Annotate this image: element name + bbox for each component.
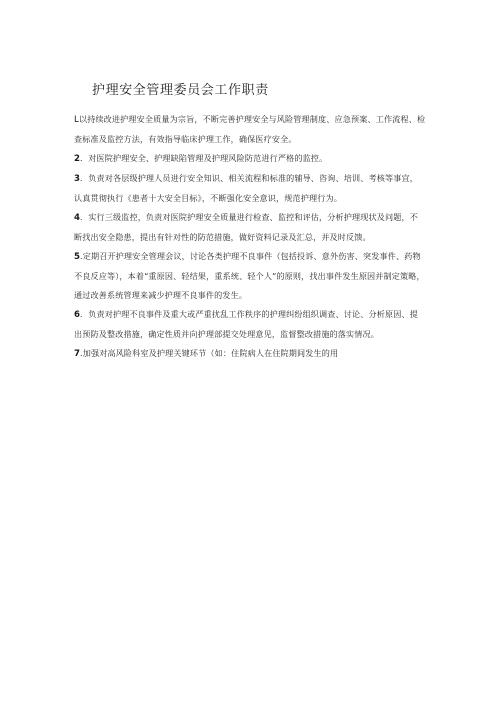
paragraph-2 [74,149,426,169]
document-body [74,110,426,364]
paragraph-4 [74,208,426,247]
paragraph-text: .定期召开护理安全管理会议，讨论各类护理不良事件（包括投诉、意外伤害、突发事件、药物不良反应等），本着“重原因、轻结果，重系统、轻个人”的原则，找出事件发生原因并制定策略，通过改善系统管理来减少护理不良事件的发生。 [74,251,425,300]
paragraph-number: 2 [74,154,80,164]
paragraph-text: ．实行三级监控，负责对医院护理安全质量进行检查、监控和评估，分析护理现状及问题，不断找出安全隐患，提出有针对性的防范措施，做好资料记录及汇总，并及时反馈。 [74,212,418,242]
paragraph-5 [74,247,426,305]
paragraph-3 [74,169,426,208]
paragraph-number: 4 [74,213,80,223]
paragraph-text: ．负责对护理不良事件及重大或严重扰乱工作秩序的护理纠纷组织调查、讨论、分析原因、提出预防及整改措施，确定性质并向护理部提交处理意见，监督整改措施的落实情况。 [74,309,418,339]
paragraph-text: ．负责对各层级护理人员进行安全知识、相关流程和标准的辅导、咨询、培训、考核等事宜，认真贯彻执行《患者十大安全目标》，不断强化安全意识，规范护理行为。 [74,173,418,203]
paragraph-1 [74,110,426,149]
paragraph-number: 6 [74,310,80,320]
paragraph-text: 以持续改进护理安全质量为宗旨，不断完善护理安全与风险管理制度、应急预案、工作流程、检查标准及监控方法，有效指导临床护理工作，确保医疗安全。 [74,114,426,144]
paragraph-number: 5 [74,252,80,262]
paragraph-7 [74,344,426,364]
document-title: 护理安全管理委员会工作职责 [92,83,269,98]
paragraph-6 [74,305,426,344]
paragraph-number: L [74,115,79,125]
paragraph-text: ．对医院护理安全、护理缺陷管理及护理风险防范进行严格的监控。 [79,153,328,163]
paragraph-number: 7 [74,349,80,359]
paragraph-number: 3 [74,174,80,184]
paragraph-text: .加强对高风险科室及护理关键环节（如：住院病人在住院期间发生的用 [79,348,339,358]
